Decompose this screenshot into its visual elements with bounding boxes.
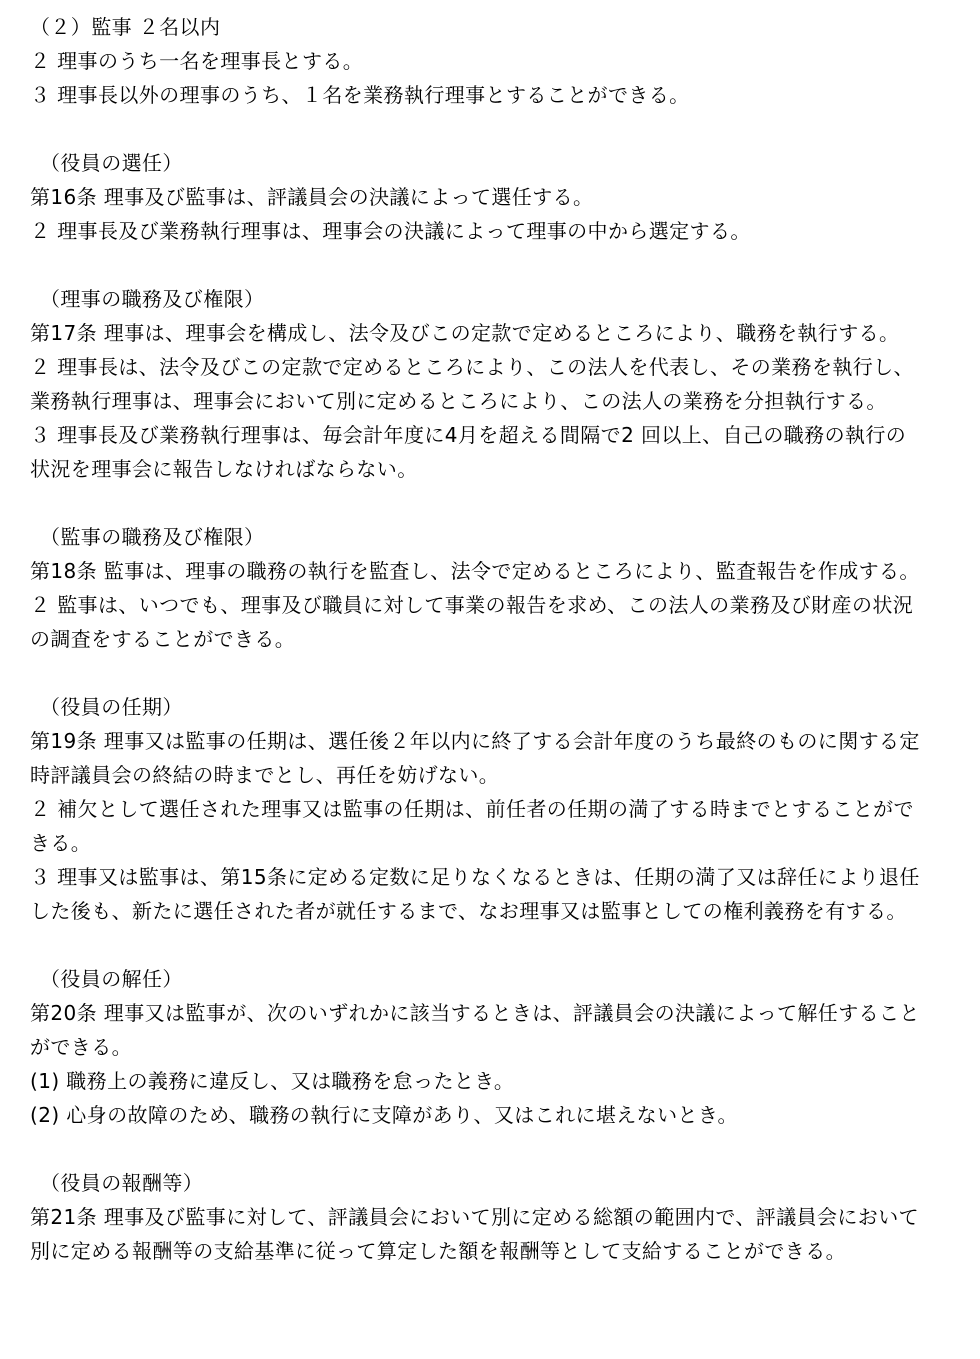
text-line: 時評議員会の終結の時までとし、再任を妨げない。: [30, 763, 500, 787]
text-line: ができる。: [30, 1035, 132, 1059]
text-line: ２ 理事長及び業務執行理事は、理事会の決議によって理事の中から選定する。: [30, 219, 751, 243]
text-line: ２ 理事のうち一名を理事長とする。: [30, 49, 364, 73]
article-21: 第21条 理事及び監事に対して、評議員会において別に定める総額の範囲内で、評議員会において: [30, 1205, 920, 1229]
list-item: (1) 職務上の義務に違反し、又は職務を怠ったとき。: [30, 1069, 515, 1093]
section-heading: （監事の職務及び権限）: [40, 525, 265, 549]
text-line: ２ 補欠として選任された理事又は監事の任期は、前任者の任期の満了する時までとすることがで: [30, 797, 914, 821]
text-line: した後も、新たに選任された者が就任するまで、なお理事又は監事としての権利義務を有する。: [30, 899, 907, 923]
text-line: 別に定める報酬等の支給基準に従って算定した額を報酬等として支給することができる。: [30, 1239, 846, 1263]
text-line: きる。: [30, 831, 92, 855]
text-line: ３ 理事長以外の理事のうち、１名を業務執行理事とすることができる。: [30, 83, 690, 107]
article-16: 第16条 理事及び監事は、評議員会の決議によって選任する。: [30, 185, 594, 209]
section-heading: （役員の解任）: [40, 967, 183, 991]
article-19: 第19条 理事又は監事の任期は、選任後２年以内に終了する会計年度のうち最終のものに関する定: [30, 729, 920, 753]
text-line: 業務執行理事は、理事会において別に定めるところにより、この法人の業務を分担執行する。: [30, 389, 887, 413]
text-line: ２ 理事長は、法令及びこの定款で定めるところにより、この法人を代表し、その業務を執行し、: [30, 355, 914, 379]
blank-line: [30, 1132, 955, 1166]
blank-line: [30, 656, 955, 690]
section-heading: （役員の任期）: [40, 695, 183, 719]
section-heading: （役員の選任）: [40, 151, 183, 175]
text-line: ３ 理事又は監事は、第15条に定める定数に足りなくなるときは、任期の満了又は辞任により退任: [30, 865, 920, 889]
text-line: ２ 監事は、いつでも、理事及び職員に対して事業の報告を求め、この法人の業務及び財産の状況: [30, 593, 914, 617]
text-line: の調査をすることができる。: [30, 627, 296, 651]
blank-line: [30, 248, 955, 282]
blank-line: [30, 486, 955, 520]
text-line: 状況を理事会に報告しなければならない。: [30, 457, 418, 481]
blank-line: [30, 928, 955, 962]
text-line: ３ 理事長及び業務執行理事は、毎会計年度に4月を超える間隔で2 回以上、自己の職務の執行の: [30, 423, 907, 447]
text-line: （２）監事 ２名以内: [30, 15, 221, 39]
document-body: [30, 10, 955, 1268]
article-18: 第18条 監事は、理事の職務の執行を監査し、法令で定めるところにより、監査報告を作成する。: [30, 559, 920, 583]
article-17: 第17条 理事は、理事会を構成し、法令及びこの定款で定めるところにより、職務を執行する。: [30, 321, 900, 345]
section-heading: （理事の職務及び権限）: [40, 287, 265, 311]
article-20: 第20条 理事又は監事が、次のいずれかに該当するときは、評議員会の決議によって解任すること: [30, 1001, 920, 1025]
blank-line: [30, 112, 955, 146]
section-heading: （役員の報酬等）: [40, 1171, 204, 1195]
list-item: (2) 心身の故障のため、職務の執行に支障があり、又はこれに堪えないとき。: [30, 1103, 738, 1127]
